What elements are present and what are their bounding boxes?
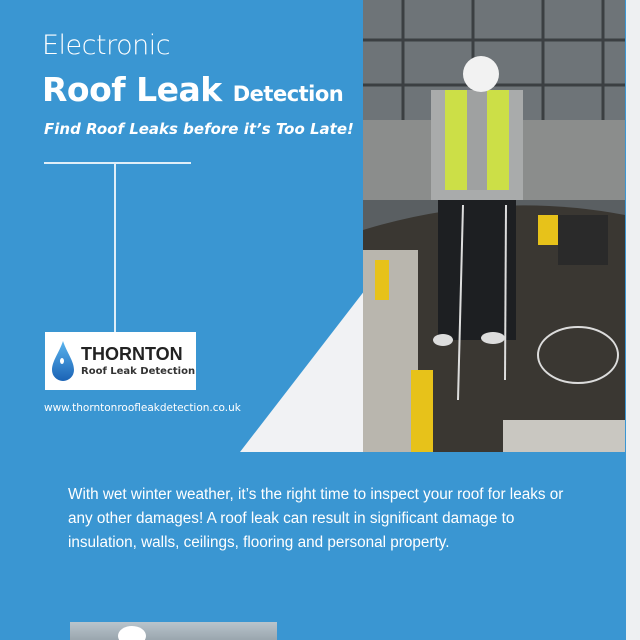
title-roof-leak: Roof Leak bbox=[42, 70, 222, 109]
divider-horizontal bbox=[44, 162, 191, 164]
website-link[interactable]: www.thorntonroofleakdetection.co.uk bbox=[44, 402, 241, 414]
title-main bbox=[42, 70, 343, 109]
logo-name: THORNTON bbox=[81, 344, 183, 364]
body-paragraph: With wet winter weather, it’s the right time to inspect your roof for leaks or any other damages! A roof leak can result in significant damage to insulation, walls, ceilings, flooring and personal property. bbox=[68, 486, 564, 551]
logo-subtitle: Roof Leak Detection bbox=[81, 366, 196, 377]
divider-vertical bbox=[114, 162, 116, 332]
title-detection: Detection bbox=[232, 82, 344, 106]
tagline: Find Roof Leaks before it’s Too Late! bbox=[44, 120, 354, 138]
company-logo bbox=[45, 332, 196, 390]
secondary-photo bbox=[70, 622, 277, 640]
water-drop-icon bbox=[51, 339, 75, 383]
title-electronic: Electronic bbox=[42, 30, 171, 61]
inspector-photo bbox=[363, 0, 625, 452]
